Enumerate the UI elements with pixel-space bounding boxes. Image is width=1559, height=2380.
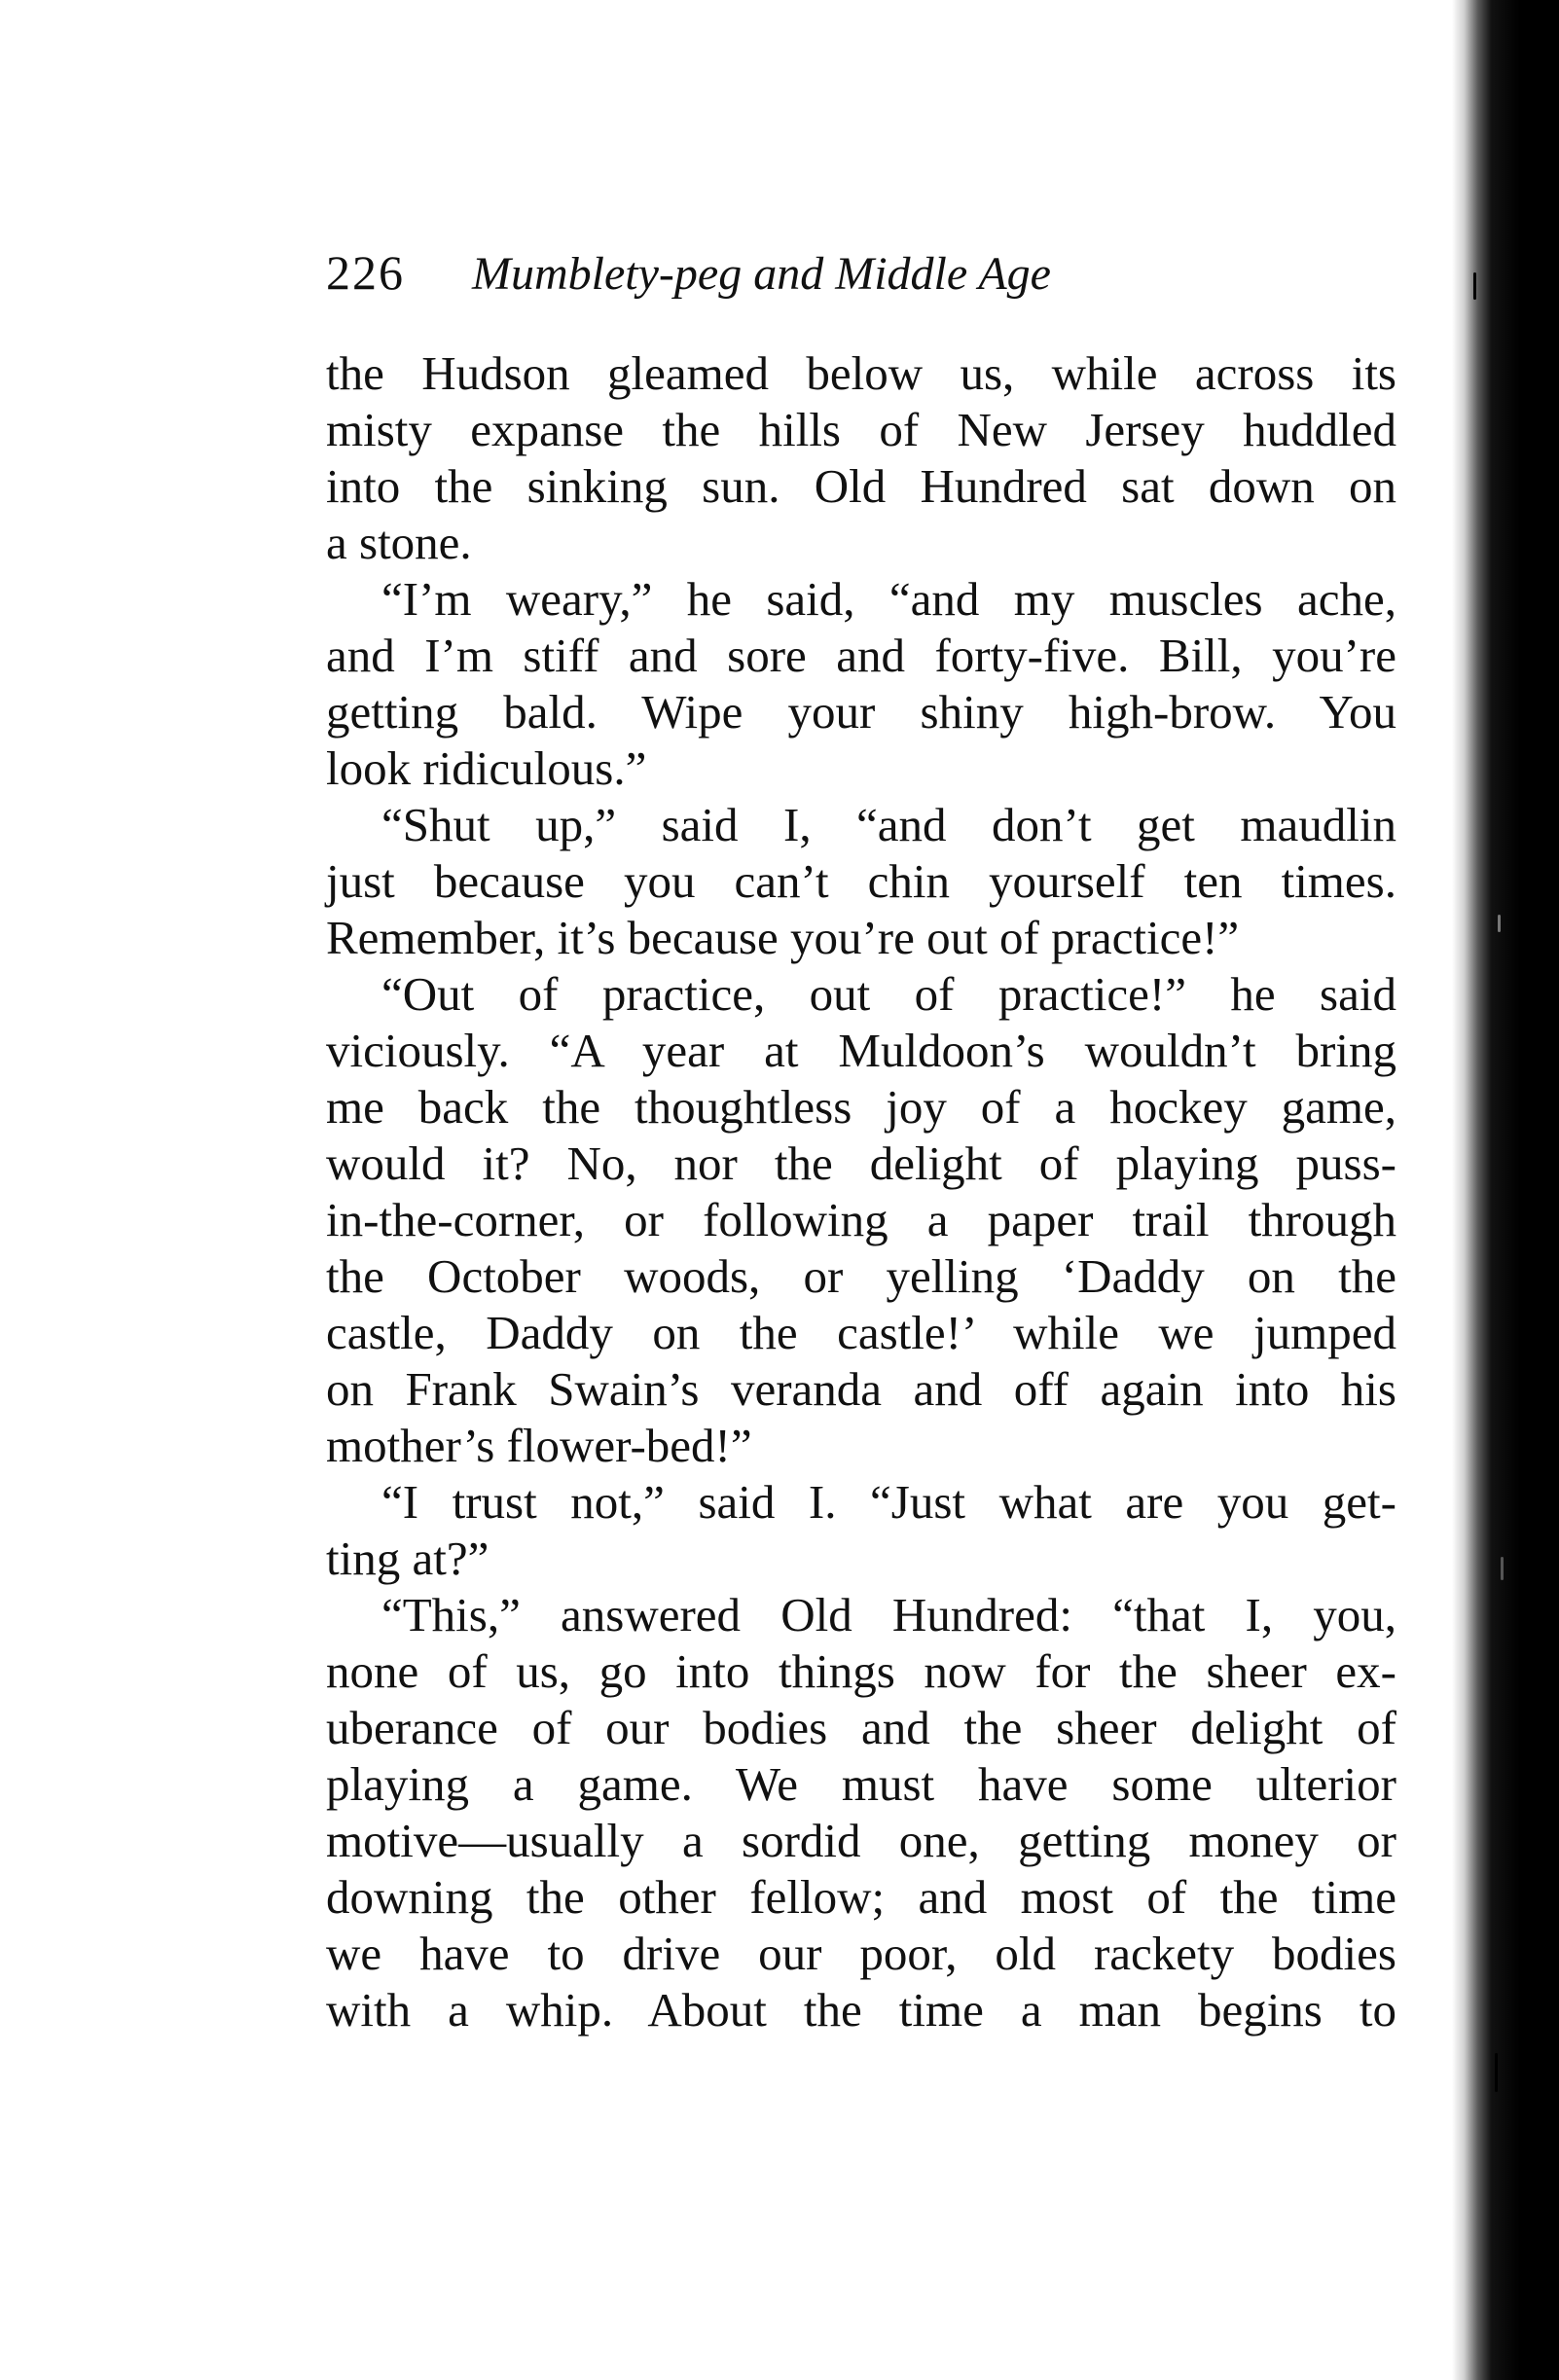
edge-dark-strip [1520, 0, 1559, 2380]
edge-mark [1473, 272, 1476, 300]
text-line: motive—usually a sordid one, getting money or [326, 1814, 1396, 1867]
text-line: with a whip. About the time a man begins to [326, 1983, 1396, 2037]
text-line: would it? No, nor the delight of playing puss- [326, 1136, 1396, 1190]
text-line: “Out of practice, out of practice!” he said [381, 967, 1396, 1021]
text-line: “This,” answered Old Hundred: “that I, you, [381, 1588, 1396, 1641]
text-line: uberance of our bodies and the sheer delight of [326, 1701, 1396, 1754]
text-line: castle, Daddy on the castle!’ while we jumped [326, 1306, 1396, 1359]
text-line: in-the-corner, or following a paper trail through [326, 1193, 1396, 1246]
running-title: Mumblety-peg and Middle Age [472, 248, 1051, 300]
text-line: just because you can’t chin yourself ten times. [326, 854, 1396, 908]
page-number: 226 [326, 245, 405, 300]
edge-gradient [1452, 0, 1520, 2380]
page-edge-shadow [1452, 0, 1559, 2380]
text-line: “Shut up,” said I, “and don’t get maudlin [381, 798, 1396, 851]
text-line: “I’m weary,” he said, “and my muscles ache, [381, 572, 1396, 626]
text-line: and I’m stiff and sore and forty-five. Bill, you’re [326, 629, 1396, 682]
text-line: me back the thoughtless joy of a hockey game, [326, 1080, 1396, 1134]
text-line: we have to drive our poor, old rackety bodies [326, 1927, 1396, 1980]
text-line: on Frank Swain’s veranda and off again into his [326, 1362, 1396, 1416]
edge-mark [1495, 2053, 1498, 2092]
body-text [326, 345, 1396, 2038]
text-line: the October woods, or yelling ‘Daddy on the [326, 1249, 1396, 1303]
text-line: downing the other fellow; and most of the time [326, 1870, 1396, 1924]
text-line: look ridiculous.” [326, 741, 647, 795]
text-line: viciously. “A year at Muldoon’s wouldn’t bring [326, 1024, 1396, 1077]
text-line: the Hudson gleamed below us, while across its [326, 346, 1396, 400]
text-line: misty expanse the hills of New Jersey huddled [326, 403, 1396, 456]
text-line: “I trust not,” said I. “Just what are you get- [381, 1475, 1396, 1529]
text-line: none of us, go into things now for the sheer ex- [326, 1644, 1396, 1698]
text-line: mother’s flower-bed!” [326, 1419, 752, 1472]
edge-mark [1501, 1557, 1504, 1580]
text-line: Remember, it’s because you’re out of practice!” [326, 911, 1240, 964]
text-line: a stone. [326, 516, 472, 569]
text-line: playing a game. We must have some ulterior [326, 1757, 1396, 1811]
edge-mark [1498, 915, 1501, 932]
running-head [326, 238, 1396, 307]
text-line: into the sinking sun. Old Hundred sat down on [326, 459, 1396, 513]
text-line: ting at?” [326, 1532, 489, 1585]
text-line: getting bald. Wipe your shiny high-brow. You [326, 685, 1396, 739]
